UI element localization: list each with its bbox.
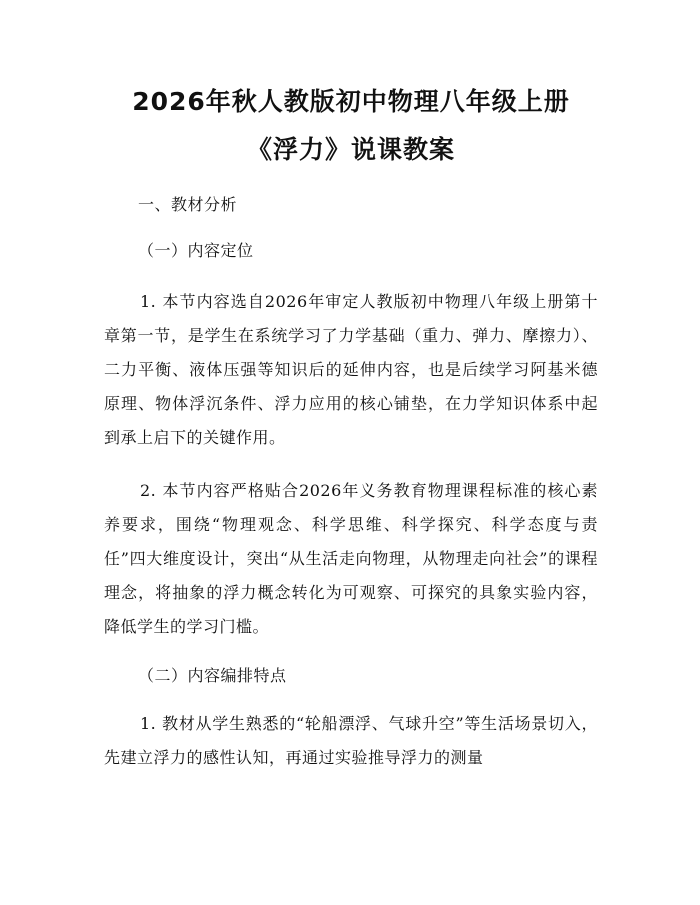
paragraph-arrangement-intro: 1. 教材从学生熟悉的“轮船漂浮、气球升空”等生活场景切入，先建立浮力的感性认知，再通过实验推导浮力的测量 [104,714,598,767]
document-title: 2026年秋人教版初中物理八年级上册《浮力》说课教案 [132,87,570,164]
subsection-heading-arrangement-features: （二）内容编排特点 [138,666,287,685]
paragraph-curriculum-standard: 2. 本节内容严格贴合2026年义务教育物理课程标准的核心素养要求，围绕“物理观念、科学思维、科学探究、科学态度与责任”四大维度设计，突出“从生活走向物理，从物理走向社会”的课程理念，将抽象的浮力概念转化为可观察、可探究的具象实验内容，降低学生的学习门槛。 [104,481,598,636]
paragraph-content-source: 1. 本节内容选自2026年审定人教版初中物理八年级上册第十章第一节，是学生在系统学习了力学基础（重力、弹力、摩擦力）、二力平衡、液体压强等知识后的延伸内容，也是后续学习阿基米德原理、物体浮沉条件、浮力应用的核心铺垫，在力学知识体系中起到承上启下的关键作用。 [104,292,598,447]
subsection-heading-content-positioning: （一）内容定位 [138,241,254,260]
section-heading-textbook-analysis: 一、教材分析 [138,195,238,214]
